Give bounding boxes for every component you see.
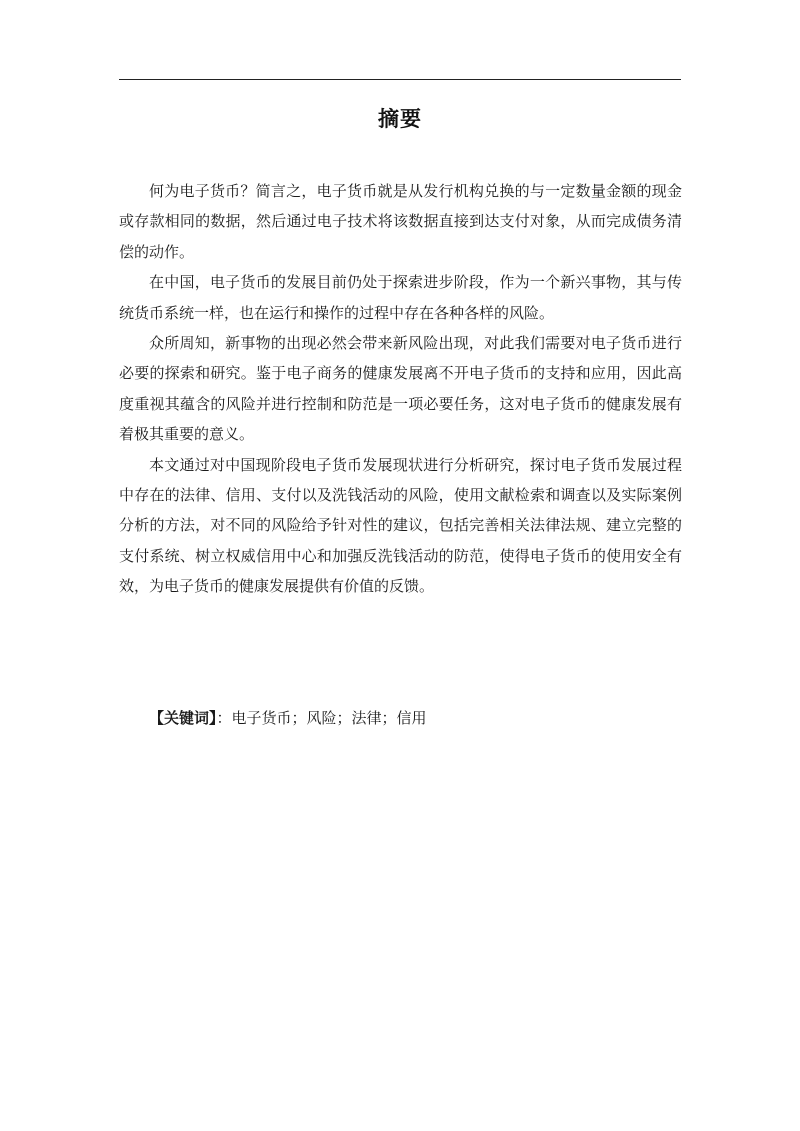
- abstract-title: 摘要: [378, 107, 422, 131]
- keywords-separator: ：: [216, 709, 232, 727]
- keywords-values: 电子货币；风险；法律；信用: [231, 709, 427, 727]
- header-rule: [119, 79, 681, 80]
- abstract-paragraph-2: 在中国，电子货币的发展目前仍处于探索进步阶段，作为一个新兴事物，其与传统货币系统一样，也在运行和操作的过程中存在各种各样的风险。: [119, 273, 682, 322]
- abstract-paragraph-4: 本文通过对中国现阶段电子货币发展现状进行分析研究，探讨电子货币发展过程中存在的法律、信用、支付以及洗钱活动的风险，使用文献检索和调查以及实际案例分析的方法，对不同的风险给予针对性的建议，包括完善相关法律法规、建立完整的支付系统、树立权威信用中心和加强反洗钱活动的防范，使得电子货币的使用安全有效，为电子货币的健康发展提供有价值的反馈。: [119, 455, 682, 596]
- keywords-line: [149, 703, 427, 733]
- abstract-paragraph-1: 何为电子货币？简言之，电子货币就是从发行机构兑换的与一定数量金额的现金或存款相同的数据，然后通过电子技术将该数据直接到达支付对象，从而完成债务清偿的动作。: [119, 182, 682, 261]
- abstract-paragraph-3: 众所周知，新事物的出现必然会带来新风险出现，对此我们需要对电子货币进行必要的探索和研究。鉴于电子商务的健康发展离不开电子货币的支持和应用，因此高度重视其蕴含的风险并进行控制和防范是一项必要任务，这对电子货币的健康发展有着极其重要的意义。: [119, 334, 682, 444]
- keywords-label: 【关键词】: [149, 709, 217, 727]
- abstract-body: [119, 176, 682, 602]
